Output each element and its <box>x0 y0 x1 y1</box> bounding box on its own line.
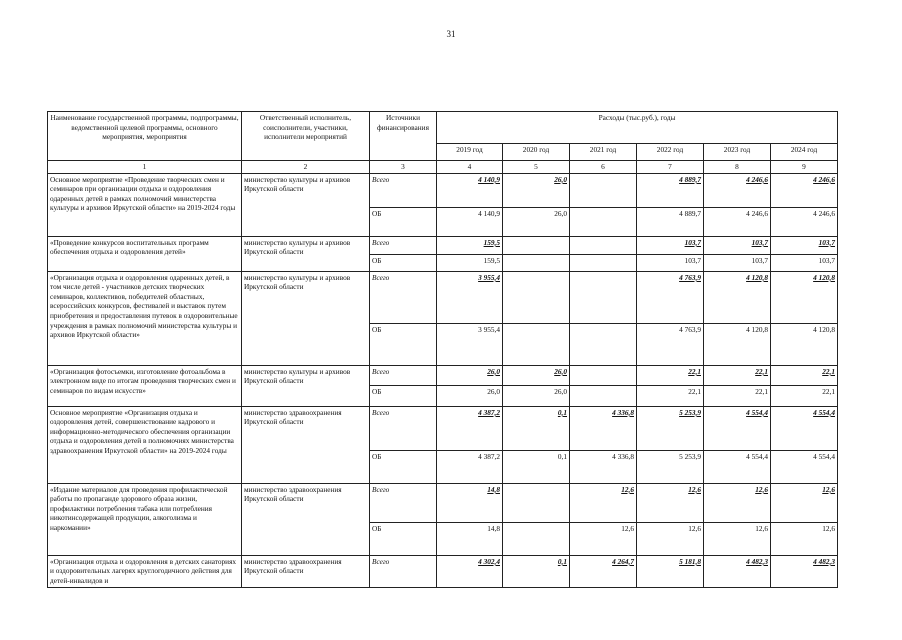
column-number: 6 <box>570 161 637 174</box>
source-ob-cell: ОБ <box>370 450 437 483</box>
total-value-cell: 14,8 <box>437 483 503 522</box>
ob-value-cell: 4 246,6 <box>771 207 838 236</box>
source-ob-cell: ОБ <box>370 207 437 236</box>
header-year: 2019 год <box>437 144 503 161</box>
total-value-cell <box>503 271 570 323</box>
ob-value-cell: 4 387,2 <box>437 450 503 483</box>
total-value-cell <box>570 173 637 207</box>
total-value-cell: 22,1 <box>771 365 838 385</box>
ob-value-cell: 22,1 <box>637 385 704 406</box>
source-total-cell: Всего <box>370 555 437 587</box>
ob-value-cell: 26,0 <box>437 385 503 406</box>
total-value-cell: 4 120,8 <box>771 271 838 323</box>
table-row <box>48 483 838 522</box>
total-value-cell: 4 554,4 <box>704 406 771 450</box>
ob-value-cell: 26,0 <box>503 207 570 236</box>
total-value-cell: 3 955,4 <box>437 271 503 323</box>
ob-value-cell: 12,6 <box>570 522 637 555</box>
header-expenses: Расходы (тыс.руб.), годы <box>437 112 838 144</box>
total-value-cell: 4 336,8 <box>570 406 637 450</box>
total-value-cell: 5 181,8 <box>637 555 704 587</box>
ob-value-cell: 4 336,8 <box>570 450 637 483</box>
column-number: 2 <box>242 161 370 174</box>
ob-value-cell: 12,6 <box>704 522 771 555</box>
executor-cell: министерство культуры и архивов Иркутской области <box>242 236 370 271</box>
header-year: 2024 год <box>771 144 838 161</box>
ob-value-cell <box>570 385 637 406</box>
total-value-cell: 4 120,8 <box>704 271 771 323</box>
ob-value-cell: 5 253,9 <box>637 450 704 483</box>
executor-cell: министерство здравоохранения Иркутской области <box>242 406 370 483</box>
ob-value-cell: 3 955,4 <box>437 323 503 365</box>
header-source: Источники финансирования <box>370 112 437 161</box>
ob-value-cell: 103,7 <box>771 254 838 271</box>
source-total-cell: Всего <box>370 271 437 323</box>
total-value-cell <box>503 236 570 254</box>
total-value-cell: 0,1 <box>503 555 570 587</box>
source-ob-cell: ОБ <box>370 323 437 365</box>
total-value-cell: 103,7 <box>637 236 704 254</box>
ob-value-cell: 4 554,4 <box>704 450 771 483</box>
total-value-cell: 4 264,7 <box>570 555 637 587</box>
source-total-cell: Всего <box>370 365 437 385</box>
header-year: 2023 год <box>704 144 771 161</box>
activity-name-cell: «Проведение конкурсов воспитательных программ обеспечения отдыха и оздоровления детей» <box>48 236 242 271</box>
source-ob-cell: ОБ <box>370 385 437 406</box>
total-value-cell: 12,6 <box>637 483 704 522</box>
total-value-cell <box>570 365 637 385</box>
executor-cell: министерство культуры и архивов Иркутской области <box>242 173 370 236</box>
column-number: 9 <box>771 161 838 174</box>
ob-value-cell <box>570 254 637 271</box>
activity-name-cell: «Организация отдыха и оздоровления одаренных детей, в том числе детей - участников детских творческих семинаров, коллективов, победителей областных, всероссийских конкурсов, фестивалей и выставок путем приобретения и предоставления путевок в оздоровительные учреждения в рамках полномочий министерства культуры и архивов Иркутской области» <box>48 271 242 365</box>
table-row <box>48 236 838 254</box>
column-number: 7 <box>637 161 704 174</box>
ob-value-cell: 4 889,7 <box>637 207 704 236</box>
total-value-cell: 103,7 <box>704 236 771 254</box>
header-year: 2021 год <box>570 144 637 161</box>
ob-value-cell: 0,1 <box>503 450 570 483</box>
source-total-cell: Всего <box>370 406 437 450</box>
activity-name-cell: Основное мероприятие «Организация отдыха и оздоровления детей, совершенствование кадрового и информационно-методического обеспечения организации отдыха и оздоровления детей в полномочиях министерства здравоохранения Иркутской области» на 2019-2024 годы <box>48 406 242 483</box>
executor-cell: министерство культуры и архивов Иркутской области <box>242 271 370 365</box>
activity-name-cell: «Организация фотосъемки, изготовление фотоальбома в электронном виде по итогам проведения творческих смен и семинаров по видам искусств» <box>48 365 242 406</box>
column-number: 1 <box>48 161 242 174</box>
ob-value-cell: 22,1 <box>704 385 771 406</box>
ob-value-cell <box>570 323 637 365</box>
ob-value-cell: 4 554,4 <box>771 450 838 483</box>
table-row <box>48 406 838 450</box>
header-year: 2022 год <box>637 144 704 161</box>
table-body <box>48 112 838 588</box>
ob-value-cell: 103,7 <box>704 254 771 271</box>
ob-value-cell: 12,6 <box>637 522 704 555</box>
column-number: 5 <box>503 161 570 174</box>
source-ob-cell: ОБ <box>370 522 437 555</box>
total-value-cell: 4 889,7 <box>637 173 704 207</box>
ob-value-cell: 159,5 <box>437 254 503 271</box>
ob-value-cell <box>503 522 570 555</box>
total-value-cell: 26,0 <box>503 365 570 385</box>
ob-value-cell: 4 140,9 <box>437 207 503 236</box>
ob-value-cell: 22,1 <box>771 385 838 406</box>
total-value-cell: 103,7 <box>771 236 838 254</box>
ob-value-cell: 4 763,9 <box>637 323 704 365</box>
ob-value-cell: 4 246,6 <box>704 207 771 236</box>
header-name: Наименование государственной программы, подпрограммы, ведомственной целевой программы, основного мероприятия, мероприятия <box>48 112 242 161</box>
source-total-cell: Всего <box>370 483 437 522</box>
column-number: 8 <box>704 161 771 174</box>
total-value-cell: 12,6 <box>771 483 838 522</box>
total-value-cell: 26,0 <box>437 365 503 385</box>
column-number: 3 <box>370 161 437 174</box>
ob-value-cell: 12,6 <box>771 522 838 555</box>
ob-value-cell: 4 120,8 <box>771 323 838 365</box>
total-value-cell: 4 246,6 <box>771 173 838 207</box>
executor-cell: министерство культуры и архивов Иркутской области <box>242 365 370 406</box>
total-value-cell: 12,6 <box>704 483 771 522</box>
ob-value-cell: 103,7 <box>637 254 704 271</box>
executor-cell: министерство здравоохранения Иркутской области <box>242 483 370 555</box>
ob-value-cell: 14,8 <box>437 522 503 555</box>
table-row <box>48 173 838 207</box>
table-row <box>48 271 838 323</box>
total-value-cell: 26,0 <box>503 173 570 207</box>
total-value-cell: 4 387,2 <box>437 406 503 450</box>
column-number: 4 <box>437 161 503 174</box>
total-value-cell: 4 554,4 <box>771 406 838 450</box>
total-value-cell: 22,1 <box>704 365 771 385</box>
total-value-cell: 4 763,9 <box>637 271 704 323</box>
total-value-cell <box>570 271 637 323</box>
total-value-cell: 0,1 <box>503 406 570 450</box>
table-row <box>48 555 838 587</box>
total-value-cell: 4 482,3 <box>771 555 838 587</box>
ob-value-cell: 26,0 <box>503 385 570 406</box>
ob-value-cell: 4 120,8 <box>704 323 771 365</box>
table-row <box>48 365 838 385</box>
total-value-cell: 12,6 <box>570 483 637 522</box>
total-value-cell <box>570 236 637 254</box>
total-value-cell <box>503 483 570 522</box>
total-value-cell: 159,5 <box>437 236 503 254</box>
budget-table <box>47 111 838 588</box>
source-total-cell: Всего <box>370 173 437 207</box>
ob-value-cell <box>503 254 570 271</box>
total-value-cell: 5 253,9 <box>637 406 704 450</box>
page-number: 31 <box>446 29 456 39</box>
executor-cell: министерство здравоохранения Иркутской области <box>242 555 370 587</box>
ob-value-cell <box>570 207 637 236</box>
total-value-cell: 22,1 <box>637 365 704 385</box>
activity-name-cell: «Организация отдыха и оздоровления в детских санаториях и оздоровительных лагерях круглогодичного действия для детей-инвалидов и <box>48 555 242 587</box>
total-value-cell: 4 140,9 <box>437 173 503 207</box>
activity-name-cell: Основное мероприятие «Проведение творческих смен и семинаров при организации отдыха и оздоровления одаренных детей в рамках полномочий министерства культуры и архивов Иркутской области» на 2019-2024 годы <box>48 173 242 236</box>
source-ob-cell: ОБ <box>370 254 437 271</box>
header-year: 2020 год <box>503 144 570 161</box>
total-value-cell: 4 482,3 <box>704 555 771 587</box>
ob-value-cell <box>503 323 570 365</box>
total-value-cell: 4 302,4 <box>437 555 503 587</box>
header-executor: Ответственный исполнитель, соисполнители, участники, исполнители мероприятий <box>242 112 370 161</box>
header-row <box>48 112 838 144</box>
activity-name-cell: «Издание материалов для проведения профилактической работы по пропаганде здорового образа жизни, профилактики потребления табака или потребления никотинсодержащей продукции, алкоголизма и наркомании» <box>48 483 242 555</box>
total-value-cell: 4 246,6 <box>704 173 771 207</box>
source-total-cell: Всего <box>370 236 437 254</box>
column-numbers-row <box>48 161 838 174</box>
